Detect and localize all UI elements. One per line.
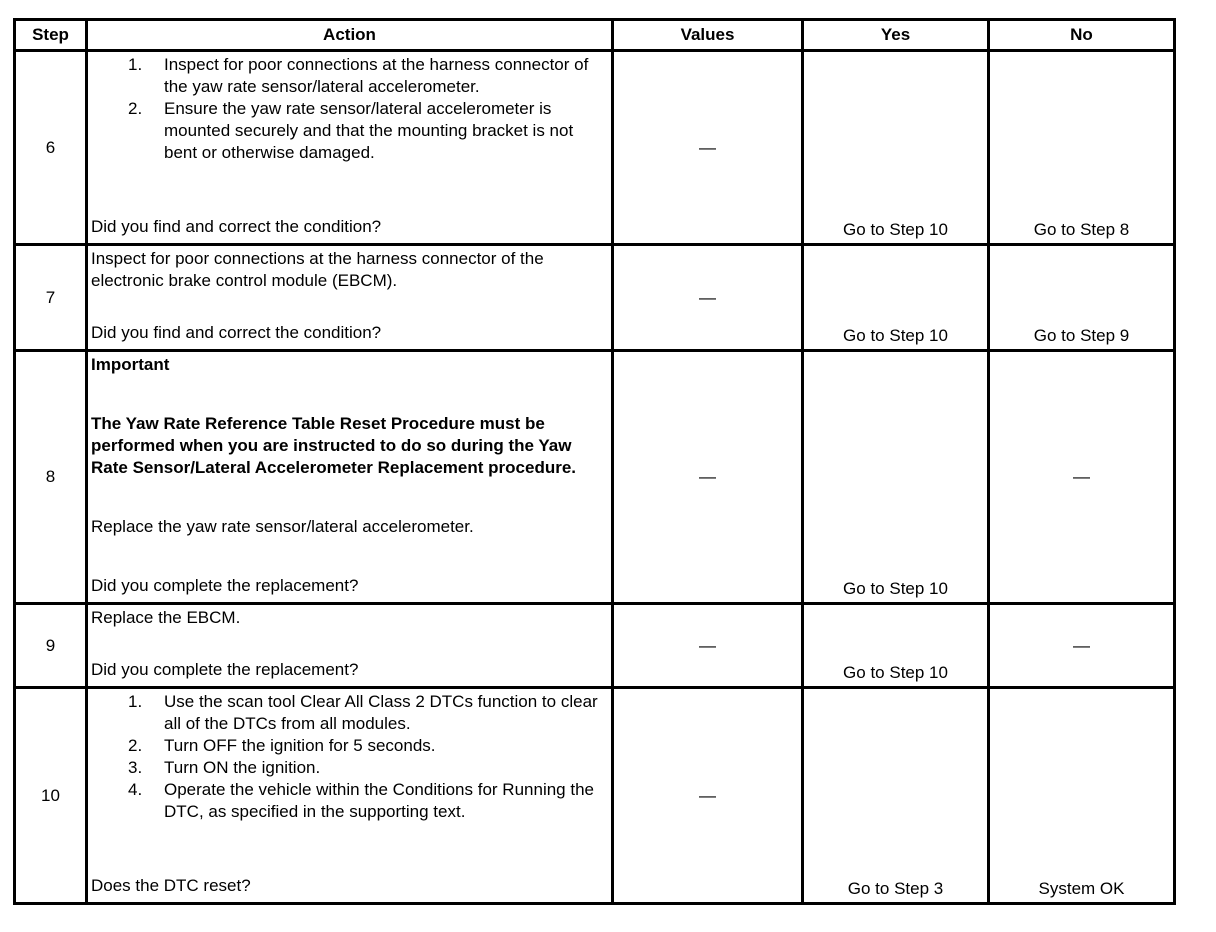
yes-cell [803,51,989,245]
no-link[interactable]: Go to Step 9 [1033,326,1130,345]
action-question: Did you find and correct the condition? [91,323,382,342]
header-row [15,20,1175,51]
table-row [15,51,1175,245]
yes-link[interactable]: Go to Step 10 [843,579,948,598]
action-question: Does the DTC reset? [91,876,251,895]
no-cell: — [989,604,1175,688]
no-link[interactable]: System OK [1038,879,1125,898]
header-no: No [989,20,1175,51]
yes-cell [803,604,989,688]
action-question: Did you complete the replacement? [91,576,359,595]
value-cell: — [613,604,803,688]
yes-link[interactable]: Go to Step 3 [847,879,944,898]
action-cell [87,51,613,245]
header-values: Values [613,20,803,51]
diagnostic-table [13,18,1176,905]
list-item: 3. Turn ON the ignition. [128,758,321,777]
action-text: Replace the yaw rate sensor/lateral accelerometer. [91,517,474,536]
action-cell [87,351,613,604]
list-item: 4. Operate the vehicle within the Conditions for Running the DTC, as specified in the supporting text. [128,780,594,821]
important-note: The Yaw Rate Reference Table Reset Procedure must be performed when you are instructed to do so during the Yaw Rate Sensor/Lateral Accelerometer Replacement procedure. [91,414,577,477]
step-number: 8 [15,351,87,604]
no-cell [989,688,1175,904]
yes-cell [803,245,989,351]
table-row [15,604,1175,688]
value-cell: — [613,51,803,245]
value-cell: — [613,688,803,904]
action-cell [87,604,613,688]
step-number: 6 [15,51,87,245]
table-row [15,245,1175,351]
list-item: 2. Ensure the yaw rate sensor/lateral accelerometer is mounted securely and that the mounting bracket is not bent or otherwise damaged. [128,99,574,162]
no-cell [989,51,1175,245]
action-text: Replace the EBCM. [91,608,241,627]
step-number: 9 [15,604,87,688]
value-cell: — [613,245,803,351]
yes-link[interactable]: Go to Step 10 [843,663,948,682]
no-link[interactable]: Go to Step 8 [1033,220,1130,239]
yes-link[interactable]: Go to Step 10 [843,326,948,345]
no-cell: — [989,351,1175,604]
header-yes: Yes [803,20,989,51]
value-cell: — [613,351,803,604]
yes-link[interactable]: Go to Step 10 [843,220,948,239]
header-step: Step [15,20,87,51]
action-question: Did you complete the replacement? [91,660,359,679]
list-item: 2. Turn OFF the ignition for 5 seconds. [128,736,436,755]
important-heading: Important [91,355,170,374]
action-cell [87,245,613,351]
action-text: Inspect for poor connections at the harness connector of the electronic brake control module (EBCM). [91,249,544,290]
list-item: 1. Use the scan tool Clear All Class 2 DTCs function to clear all of the DTCs from all modules. [128,692,598,733]
action-list [91,54,608,164]
step-number: 10 [15,688,87,904]
table-row [15,688,1175,904]
yes-cell [803,351,989,604]
header-action: Action [87,20,613,51]
action-cell [87,688,613,904]
action-list [91,691,608,823]
no-cell [989,245,1175,351]
list-item: 1. Inspect for poor connections at the harness connector of the yaw rate sensor/lateral accelerometer. [128,55,589,96]
action-question: Did you find and correct the condition? [91,217,382,236]
yes-cell [803,688,989,904]
step-number: 7 [15,245,87,351]
table-row [15,351,1175,604]
